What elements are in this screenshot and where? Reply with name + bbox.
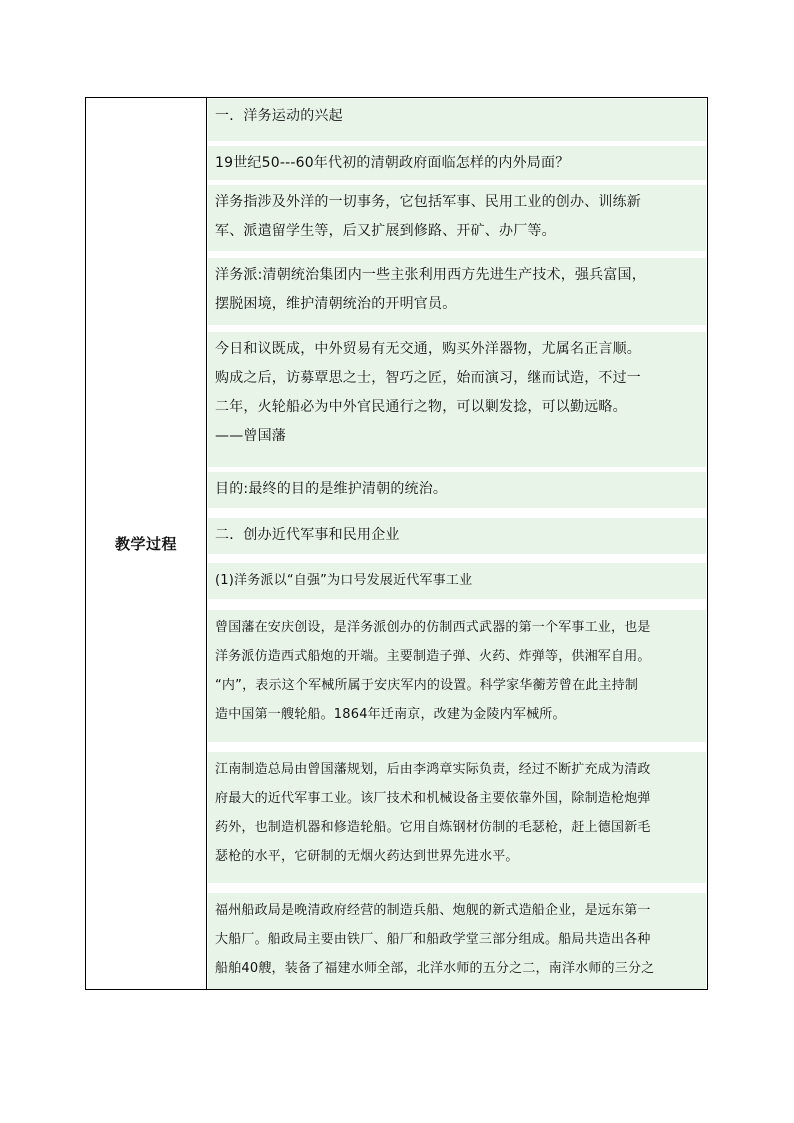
text-line: 目的:最终的目的是维护清朝的统治。 [215,481,448,497]
text-line: 府最大的近代军事工业。该厂技术和机械设备主要依靠外国，除制造枪炮弹 [215,791,651,806]
quote-attribution: ——曾国藩 [215,428,286,444]
text-line: 瑟枪的水平，它研制的无烟火药达到世界先进水平。 [215,849,519,864]
text-line: 洋务派:清朝统治集团内一些主张利用西方先进生产技术，强兵富国， [215,267,646,283]
lesson-table [85,97,708,990]
purpose-paragraph [208,472,706,508]
subheading-military-industry [208,563,706,599]
section-heading-1 [208,99,706,141]
text-line: 一．洋务运动的兴起 [215,108,343,124]
quote-paragraph [208,332,706,467]
text-line: 大船厂。船政局主要由铁厂、船厂和船政学堂三部分组成。船局共造出各种 [215,932,651,947]
text-line: “内”，表示这个军械所属于安庆军内的设置。科学家华蘅芳曾在此主持制 [215,678,639,693]
text-line: 造中国第一艘轮船。1864年迁南京，改建为金陵内军械所。 [215,707,566,722]
text-line: 药外，也制造机器和修造轮船。它用自炼钢材仿制的毛瑟枪，赶上德国新毛 [215,820,651,835]
text-line: 洋务派仿造西式船炮的开端。主要制造子弹、火药、炸弹等，供湘军自用。 [215,649,651,664]
text-line: 今日和议既成，中外贸易有无交通，购买外洋器物，尤属名正言顺。 [215,341,641,357]
text-line: 福州船政局是晚清政府经营的制造兵船、炮舰的新式造船企业，是远东第一 [215,903,651,918]
text-line: (1)洋务派以“自强”为口号发展近代军事工业 [215,573,473,588]
text-line: 船舶40艘，装备了福建水师全部，北洋水师的五分之二，南洋水师的三分之 [215,961,655,976]
jiangnan-arsenal-paragraph [208,752,706,883]
definition-paragraph [208,185,706,251]
text-line: 购成之后，访募覃思之士，智巧之匠，始而演习，继而试造，不过一 [215,370,641,386]
text-line: 二年，火轮船必为中外官民通行之物，可以剿发捻，可以勤远略。 [215,399,627,415]
row-label: 教学过程 [114,535,177,553]
question-paragraph [208,146,706,180]
text-line: 江南制造总局由曾国藩规划，后由李鸿章实际负责，经过不断扩充成为清政 [215,762,651,777]
row-label-cell [86,98,207,989]
content-cell [207,98,707,989]
text-line: 二．创办近代军事和民用企业 [215,527,400,543]
text-line: 曾国藩在安庆创设，是洋务派创办的仿制西式武器的第一个军事工业，也是 [215,620,651,635]
text-line: 19世纪50---60年代初的清朝政府面临怎样的内外局面？ [215,155,570,171]
fuzhou-navy-yard-paragraph [208,893,706,989]
section-heading-2 [208,518,706,554]
text-line: 摆脱困境，维护清朝统治的开明官员。 [215,296,457,312]
yangwu-faction-paragraph [208,258,706,325]
text-line: 洋务指涉及外洋的一切事务，它包括军事、民用工业的创办、训练新 [215,194,641,210]
anqing-arsenal-paragraph [208,610,706,742]
text-line: 军、派遣留学生等，后又扩展到修路、开矿、办厂等。 [215,223,556,239]
